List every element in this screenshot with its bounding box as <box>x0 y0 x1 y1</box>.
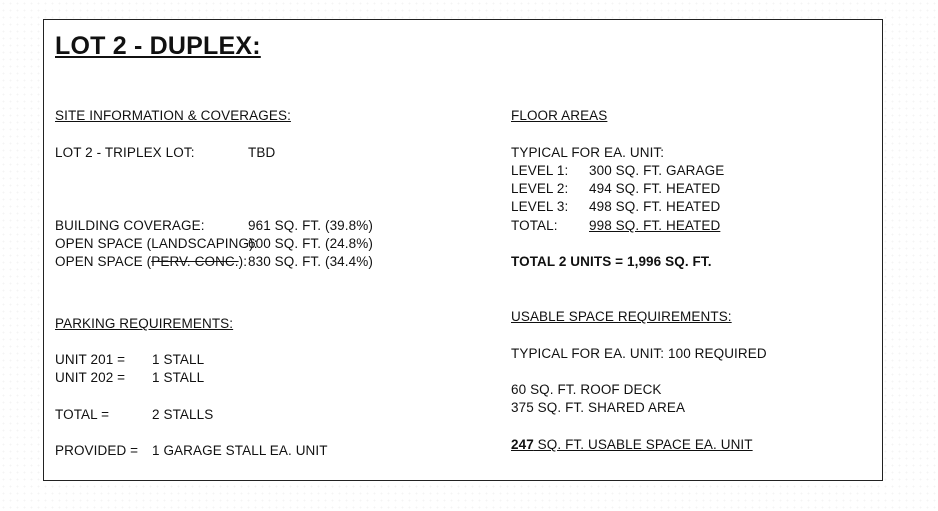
total-units: TOTAL 2 UNITS = 1,996 SQ. FT. <box>511 254 712 269</box>
parking-provided-label: PROVIDED = <box>55 443 139 458</box>
struck-text: PERV. CONC. <box>151 254 239 269</box>
usable-heading: USABLE SPACE REQUIREMENTS: <box>511 309 732 324</box>
usable-result-text: SQ. FT. USABLE SPACE EA. UNIT <box>533 437 753 452</box>
level3-value: 498 SQ. FT. HEATED <box>589 199 721 214</box>
lot-value: TBD <box>248 145 276 160</box>
level3-label: LEVEL 3: <box>511 199 569 214</box>
building-coverage-label: BUILDING COVERAGE: <box>55 218 205 233</box>
usable-result <box>511 437 753 452</box>
usable-result-number: 247 <box>511 437 534 452</box>
parking-heading: PARKING REQUIREMENTS: <box>55 316 234 331</box>
page-title: LOT 2 - DUPLEX: <box>55 32 261 60</box>
level1-value: 300 SQ. FT. GARAGE <box>589 163 725 178</box>
level2-value: 494 SQ. FT. HEATED <box>589 181 721 196</box>
roof-deck: 60 SQ. FT. ROOF DECK <box>511 382 662 397</box>
open-space-suffix: ): <box>238 254 248 269</box>
open-space-pervious-value: 830 SQ. FT. (34.4%) <box>248 254 373 269</box>
shared-area: 375 SQ. FT. SHARED AREA <box>511 400 686 415</box>
open-space-pervious-label <box>55 254 247 269</box>
unit201-value: 1 STALL <box>152 352 205 367</box>
level2-label: LEVEL 2: <box>511 181 569 196</box>
floor-areas-heading: FLOOR AREAS <box>511 108 608 123</box>
unit201-label: UNIT 201 = <box>55 352 126 367</box>
building-coverage-value: 961 SQ. FT. (39.8%) <box>248 218 373 233</box>
floor-total-label: TOTAL: <box>511 218 558 233</box>
open-space-prefix: OPEN SPACE ( <box>55 254 152 269</box>
usable-typical: TYPICAL FOR EA. UNIT: 100 REQUIRED <box>511 346 767 361</box>
level1-label: LEVEL 1: <box>511 163 569 178</box>
unit202-value: 1 STALL <box>152 370 205 385</box>
floor-typical: TYPICAL FOR EA. UNIT: <box>511 145 665 160</box>
floor-total-value: 998 SQ. FT. HEATED <box>589 218 721 233</box>
parking-total-value: 2 STALLS <box>152 407 214 422</box>
site-heading: SITE INFORMATION & COVERAGES: <box>55 108 291 123</box>
parking-total-label: TOTAL = <box>55 407 110 422</box>
lot-label: LOT 2 - TRIPLEX LOT: <box>55 145 195 160</box>
parking-provided-value: 1 GARAGE STALL EA. UNIT <box>152 443 328 458</box>
open-space-landscaping-label: OPEN SPACE (LANDSCAPING): <box>55 236 258 251</box>
unit202-label: UNIT 202 = <box>55 370 126 385</box>
open-space-landscaping-value: 600 SQ. FT. (24.8%) <box>248 236 373 251</box>
